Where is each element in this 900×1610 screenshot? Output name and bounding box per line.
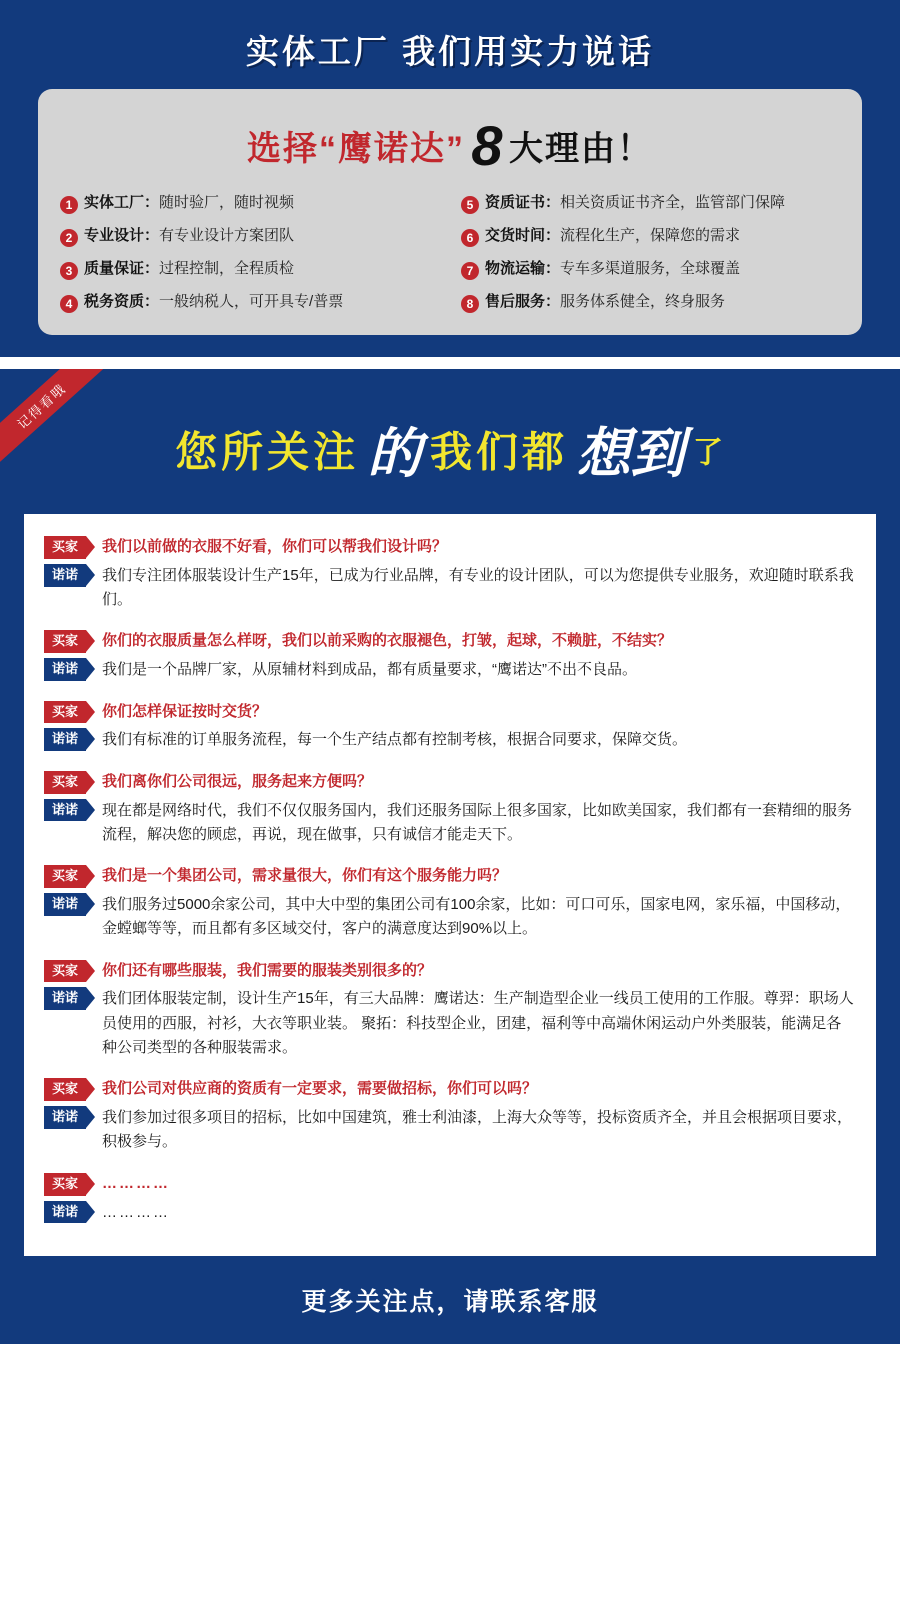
faq-answer-line xyxy=(44,893,856,942)
faq-item xyxy=(44,630,856,682)
faq-answer: 我们参加过很多项目的招标，比如中国建筑，雅士利油漆，上海大众等等，投标资质齐全，并且会根据项目要求，积极参与。 xyxy=(102,1109,853,1151)
faq-item xyxy=(44,701,856,753)
faq-footer: 更多关注点，请联系客服 xyxy=(301,1287,599,1316)
reason-number-badge: 6 xyxy=(461,229,479,247)
reason-number-badge: 8 xyxy=(461,295,479,313)
brand-tag: 诺诺 xyxy=(44,1201,86,1224)
reason-item: 8 售后服务：服务体系健全，终身服务 xyxy=(461,293,840,313)
faq-question: 我们以前做的衣服不好看，你们可以帮我们设计吗？ xyxy=(102,538,448,555)
faq-item xyxy=(44,771,856,847)
reason-key: 专业设计 xyxy=(84,227,145,244)
section-faq xyxy=(0,369,900,1344)
faq-answer: 现在都是网络时代，我们不仅仅服务国内，我们还服务国际上很多国家，比如欧美国家，我们都有一套精细的服务流程，解决您的顾虑，再说，现在做事，只有诚信才能走天下。 xyxy=(102,801,853,843)
reason-value: 随时验厂，随时视频 xyxy=(159,194,295,211)
reason-item: 1 实体工厂：随时验厂，随时视频 xyxy=(60,194,439,214)
reasons-title-part2: 大理由！ xyxy=(509,130,654,168)
section1-headline: 实体工厂 我们用实力说话 xyxy=(245,33,655,70)
brand-tag: 诺诺 xyxy=(44,564,86,587)
reasons-title-part1: 选择“鹰诺达” xyxy=(246,130,465,168)
reason-key: 质量保证 xyxy=(84,260,145,277)
reasons-grid xyxy=(60,194,840,313)
faq-question-line xyxy=(44,865,856,888)
reason-key: 交货时间 xyxy=(485,227,546,244)
buyer-tag: 买家 xyxy=(44,771,86,794)
buyer-tag: 买家 xyxy=(44,701,86,724)
reason-key: 售后服务 xyxy=(485,293,546,310)
faq-question-line xyxy=(44,630,856,653)
reason-key: 实体工厂 xyxy=(84,194,145,211)
reason-key: 资质证书 xyxy=(485,194,546,211)
corner-ribbon: 记得看哦 xyxy=(0,369,106,466)
faq-item xyxy=(44,536,856,612)
reason-item: 2 专业设计：有专业设计方案团队 xyxy=(60,227,439,247)
faq-question-line xyxy=(44,1173,856,1196)
buyer-tag: 买家 xyxy=(44,865,86,888)
reason-number-badge: 5 xyxy=(461,196,479,214)
buyer-tag: 买家 xyxy=(44,960,86,983)
brand-tag: 诺诺 xyxy=(44,1106,86,1129)
brand-tag: 诺诺 xyxy=(44,658,86,681)
reason-value: 相关资质证书齐全，监管部门保障 xyxy=(560,194,786,211)
reason-value: 专车多渠道服务，全球覆盖 xyxy=(560,260,741,277)
reasons-title-number: 8 xyxy=(471,114,503,177)
faq-item xyxy=(44,1173,856,1225)
reason-number-badge: 3 xyxy=(60,262,78,280)
reason-value: 一般纳税人，可开具专/普票 xyxy=(159,293,344,310)
faq-question-line xyxy=(44,701,856,724)
faq-question: 你们怎样保证按时交货？ xyxy=(102,702,268,720)
faq-question: 我们是一个集团公司，需求量很大，你们有这个服务能力吗？ xyxy=(102,867,508,885)
reason-item: 7 物流运输：专车多渠道服务，全球覆盖 xyxy=(461,260,840,280)
faq-answer: 我们是一个品牌厂家，从原辅材料到成品，都有质量要求，“鹰诺达”不出不良品。 xyxy=(102,661,638,679)
brand-tag: 诺诺 xyxy=(44,893,86,916)
faq-item xyxy=(44,1078,856,1154)
buyer-tag: 买家 xyxy=(44,536,86,559)
faq-item xyxy=(44,960,856,1061)
reason-value: 有专业设计方案团队 xyxy=(159,227,295,244)
brand-tag: 诺诺 xyxy=(44,799,86,822)
section-divider xyxy=(0,357,900,369)
buyer-tag: 买家 xyxy=(44,630,86,653)
reason-value: 流程化生产，保障您的需求 xyxy=(560,227,741,244)
faq-answer-line xyxy=(44,1201,856,1225)
faq-question-line xyxy=(44,771,856,794)
reasons-card-title xyxy=(60,107,840,194)
reason-item: 3 质量保证：过程控制，全程质检 xyxy=(60,260,439,280)
brand-tag: 诺诺 xyxy=(44,728,86,751)
faq-answer: 我们专注团体服装设计生产15年，已成为行业品牌，有专业的设计团队，可以为您提供专业服务，欢迎随时联系我们。 xyxy=(102,566,854,609)
brand-tag: 诺诺 xyxy=(44,987,86,1010)
faq-headline-b: 的 xyxy=(367,424,422,484)
faq-question-line xyxy=(44,536,856,559)
faq-card xyxy=(24,514,876,1256)
faq-answer-line xyxy=(44,987,856,1060)
faq-question-line xyxy=(44,960,856,983)
faq-answer-line xyxy=(44,1106,856,1155)
faq-question: ………… xyxy=(102,1174,171,1192)
reasons-card xyxy=(38,89,862,335)
reason-key: 税务资质 xyxy=(84,293,145,310)
faq-answer: 我们团体服装定制，设计生产15年，有三大品牌：鹰诺达：生产制造型企业一线员工使用的工作服。尊羿：职场人员使用的西服，衬衫，大衣等职业装。 聚拓：科技型企业，团建，福利等中高端休闲运动户外类服装，能满足各种公司类型的各种服装需求。 xyxy=(102,990,854,1057)
buyer-tag: 买家 xyxy=(44,1173,86,1196)
reason-value: 服务体系健全，终身服务 xyxy=(560,293,726,310)
reason-number-badge: 4 xyxy=(60,295,78,313)
faq-question: 你们还有哪些服装，我们需要的服装类别很多的？ xyxy=(102,961,433,979)
faq-headline xyxy=(0,369,900,514)
faq-headline-d: 想到 xyxy=(576,424,685,484)
faq-headline-a: 您所关注 xyxy=(175,428,360,476)
reason-item: 4 税务资质：一般纳税人，可开具专/普票 xyxy=(60,293,439,313)
faq-question: 你们的衣服质量怎么样呀，我们以前采购的衣服褪色，打皱，起球，不赖脏，不结实？ xyxy=(102,632,673,650)
faq-answer-line xyxy=(44,564,856,613)
reason-key: 物流运输 xyxy=(485,260,546,277)
reason-number-badge: 1 xyxy=(60,196,78,214)
faq-item xyxy=(44,865,856,941)
reason-number-badge: 7 xyxy=(461,262,479,280)
faq-answer-line xyxy=(44,658,856,682)
reason-item: 5 资质证书：相关资质证书齐全，监管部门保障 xyxy=(461,194,840,214)
reason-value: 过程控制，全程质检 xyxy=(159,260,295,277)
faq-answer: ………… xyxy=(102,1203,171,1221)
faq-answer: 我们服务过5000余家公司，其中大中型的集团公司有100余家，比如：可口可乐，国家电网，家乐福，中国移动，金螳螂等等，而且都有多区域交付，客户的满意度达到90%以上。 xyxy=(102,896,851,938)
faq-answer-line xyxy=(44,728,856,752)
faq-answer-line xyxy=(44,799,856,848)
faq-headline-c: 我们都 xyxy=(430,428,569,476)
reason-item: 6 交货时间：流程化生产，保障您的需求 xyxy=(461,227,840,247)
faq-answer: 我们有标准的订单服务流程，每一个生产结点都有控制考核，根据合同要求，保障交货。 xyxy=(102,731,688,749)
faq-question: 我们公司对供应商的资质有一定要求，需要做招标，你们可以吗？ xyxy=(102,1080,538,1098)
buyer-tag: 买家 xyxy=(44,1078,86,1101)
faq-headline-e: 了 xyxy=(692,436,725,470)
faq-question-line xyxy=(44,1078,856,1101)
reason-number-badge: 2 xyxy=(60,229,78,247)
section-factory-reasons xyxy=(0,0,900,357)
faq-question: 我们离你们公司很远，服务起来方便吗？ xyxy=(102,772,373,790)
